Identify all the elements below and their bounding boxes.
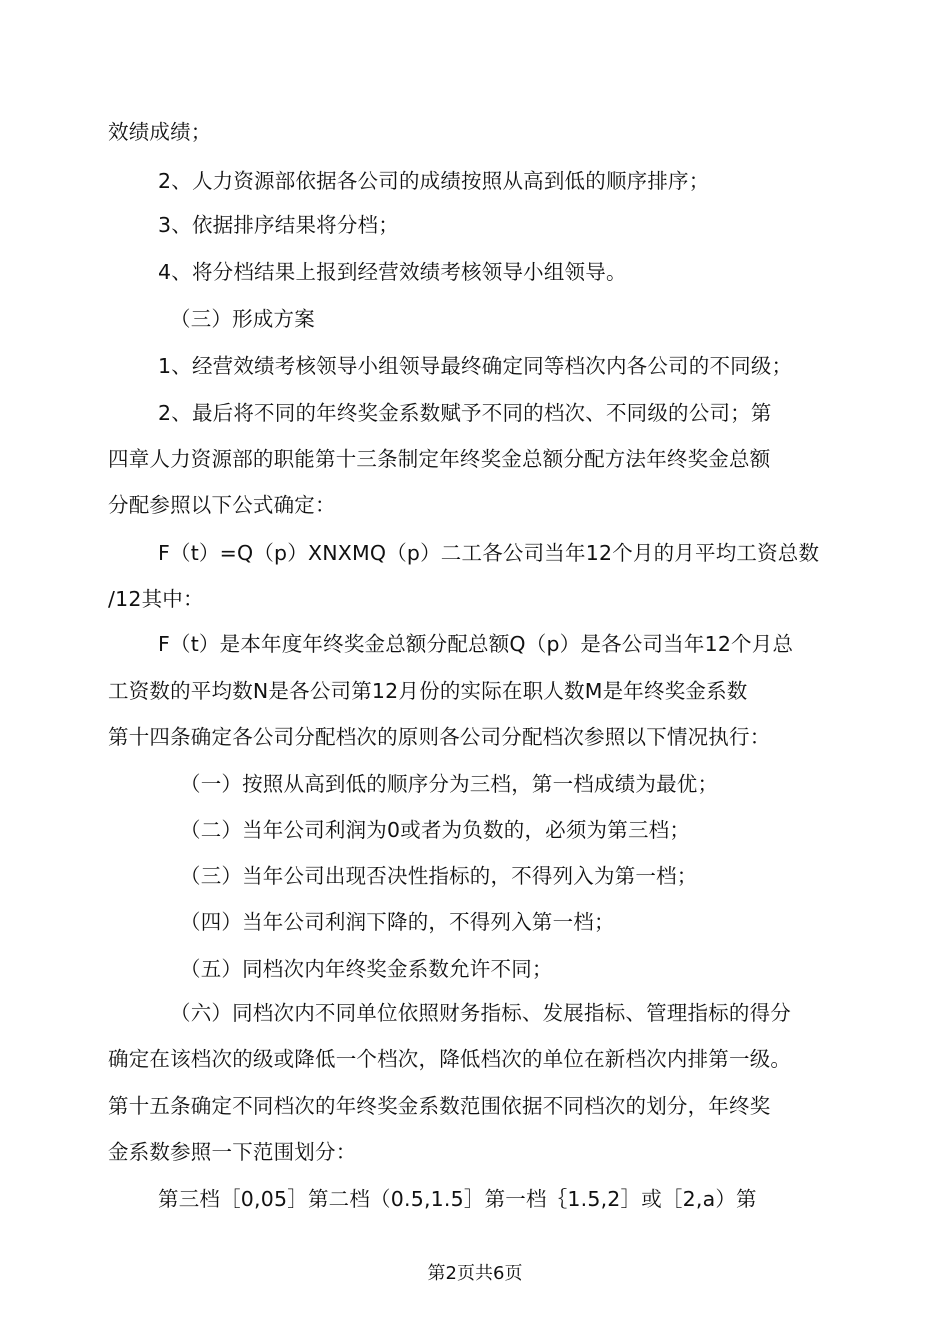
text-line: 效绩成绩； <box>108 120 212 144</box>
section-heading: （三）形成方案 <box>170 307 315 331</box>
formula-line: F（t）=Q（p）XNXMQ（p）二工各公司当年12个月的月平均工资总数 <box>158 541 820 565</box>
list-item: （二）当年公司利润为0或者为负数的，必须为第三档； <box>180 818 691 842</box>
text-line: 4、将分档结果上报到经营效绩考核领导小组领导。 <box>158 260 627 284</box>
text-line: F（t）是本年度年终奖金总额分配总额Q（p）是各公司当年12个月总 <box>158 632 794 656</box>
text-line: 2、最后将不同的年终奖金系数赋予不同的档次、不同级的公司；第 <box>158 401 772 425</box>
text-line: /12其中： <box>108 587 204 611</box>
text-line: 确定在该档次的级或降低一个档次，降低档次的单位在新档次内排第一级。 <box>108 1047 792 1071</box>
text-line: 1、经营效绩考核领导小组领导最终确定同等档次内各公司的不同级； <box>158 354 793 378</box>
list-item: （四）当年公司利润下降的，不得列入第一档； <box>180 910 615 934</box>
list-item: （三）当年公司出现否决性指标的，不得列入为第一档； <box>180 864 698 888</box>
page-footer: 第2页共6页 <box>427 1263 523 1284</box>
text-line: 分配参照以下公式确定： <box>108 493 336 517</box>
text-line: 工资数的平均数N是各公司第12月份的实际在职人数M是年终奖金系数 <box>108 679 748 703</box>
text-line: 四章人力资源部的职能第十三条制定年终奖金总额分配方法年终奖金总额 <box>108 447 771 471</box>
list-item: （六）同档次内不同单位依照财务指标、发展指标、管理指标的得分 <box>170 1001 791 1025</box>
text-line: 第十四条确定各公司分配档次的原则各公司分配档次参照以下情况执行： <box>108 725 771 749</box>
text-line: 第三档［0,05］第二档（0.5,1.5］第一档｛1.5,2］或［2,a）第 <box>158 1187 757 1211</box>
text-line: 第十五条确定不同档次的年终奖金系数范围依据不同档次的划分，年终奖 <box>108 1094 771 1118</box>
list-item: （一）按照从高到低的顺序分为三档，第一档成绩为最优； <box>180 772 719 796</box>
text-line: 3、依据排序结果将分档； <box>158 213 399 237</box>
list-item: （五）同档次内年终奖金系数允许不同； <box>180 957 553 981</box>
text-line: 2、人力资源部依据各公司的成绩按照从高到低的顺序排序； <box>158 169 710 193</box>
text-line: 金系数参照一下范围划分： <box>108 1140 357 1164</box>
